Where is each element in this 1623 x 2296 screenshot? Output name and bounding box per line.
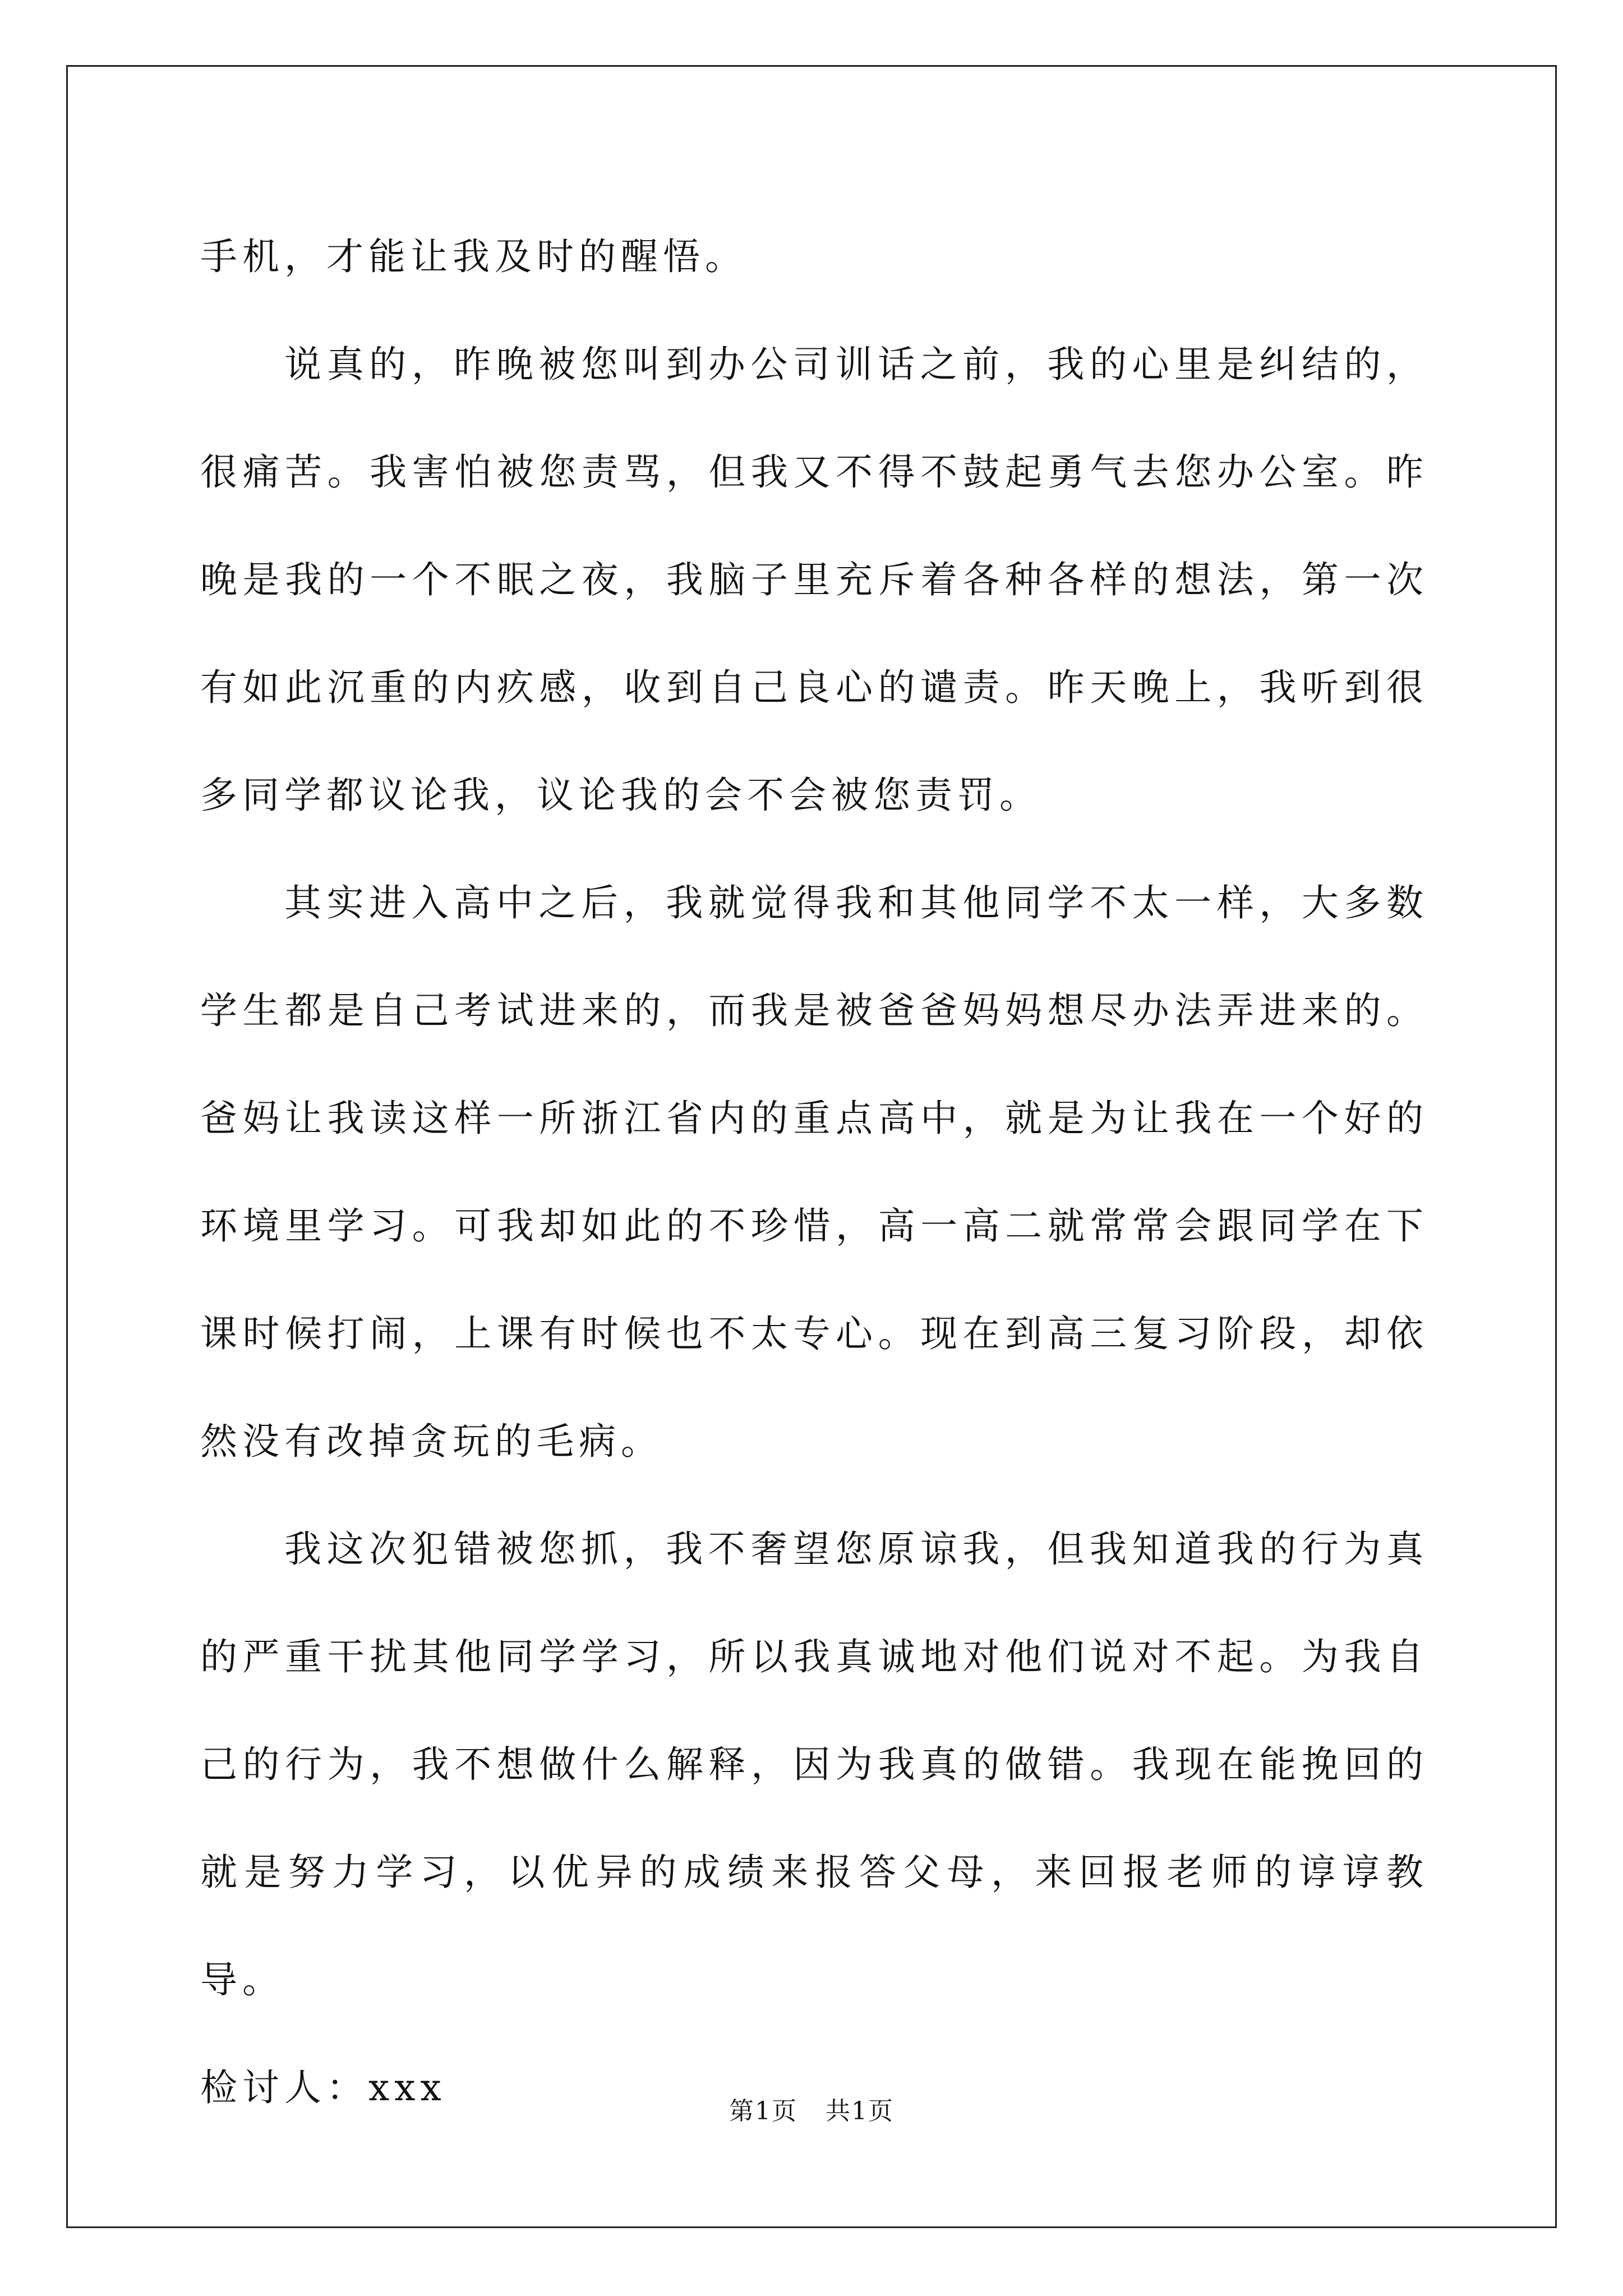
paragraph-3: 其实进入高中之后，我就觉得我和其他同学不太一样，大多数学生都是自己考试进来的，而我是被爸爸妈妈想尽办法弄进来的。爸妈让我读这样一所浙江省内的重点高中，就是为让我在一个好的环境里学习。可我却如此的不珍惜，高一高二就常常会跟同学在下课时候打闹，上课有时候也不太专心。现在到高三复习阶段，却依然没有改掉贪玩的毛病。 xyxy=(200,881,1428,1463)
paragraph-2: 说真的，昨晚被您叫到办公司训话之前，我的心里是纠结的，很痛苦。我害怕被您责骂，但我又不得不鼓起勇气去您办公室。昨晚是我的一个不眠之夜，我脑子里充斥着各种各样的想法，第一次有如此沉重的内疚感，收到自己良心的谴责。昨天晚上，我听到很多同学都议论我，议论我的会不会被您责罚。 xyxy=(200,343,1428,817)
signature-line: 检讨人：xxx xyxy=(200,2066,446,2109)
page-footer xyxy=(0,2095,1623,2128)
page-total: 共1页 xyxy=(826,2097,894,2125)
page-number: 第1页 xyxy=(729,2097,797,2125)
document-body xyxy=(200,203,1428,2142)
paragraph-1: 手机，才能让我及时的醒悟。 xyxy=(200,235,747,278)
paragraph-4: 我这次犯错被您抓，我不奢望您原谅我，但我知道我的行为真的严重干扰其他同学学习，所以我真诚地对他们说对不起。为我自己的行为，我不想做什么解释，因为我真的做错。我现在能挽回的就是努力学习，以优异的成绩来报答父母，来回报老师的谆谆教导。 xyxy=(200,1527,1428,2001)
